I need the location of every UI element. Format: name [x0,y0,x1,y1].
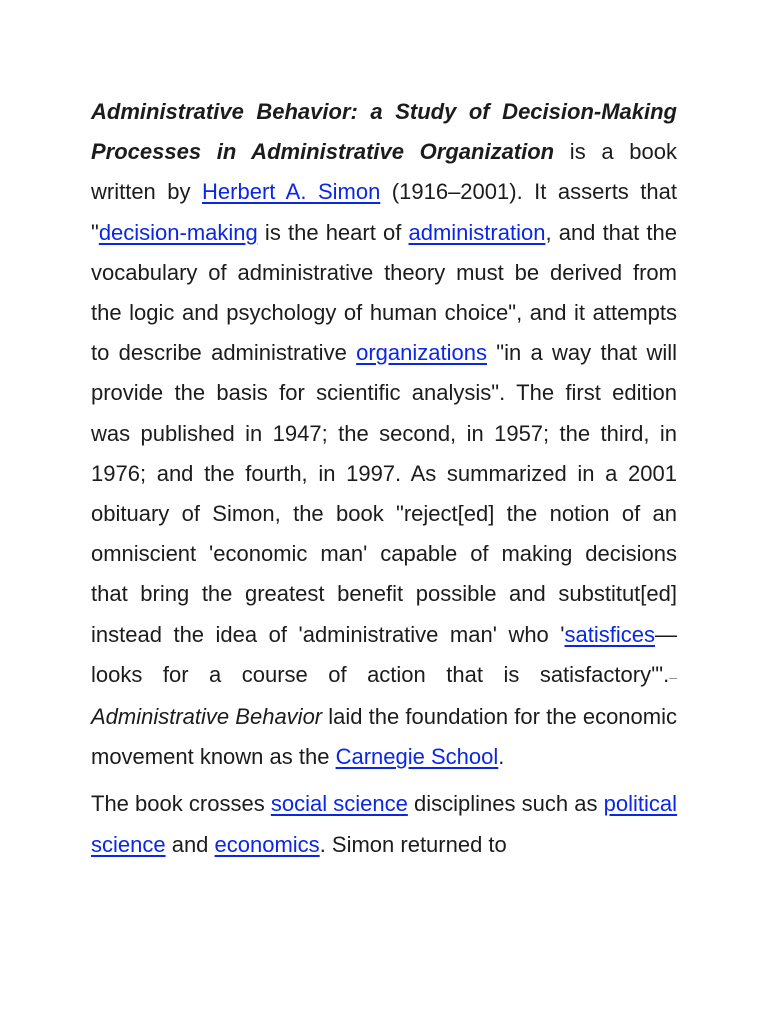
reference-mark[interactable]: – [669,668,677,685]
text-run: (1916–2001). It asserts that " [91,179,677,245]
link-herbert-simon[interactable]: Herbert A. Simon [202,179,381,205]
document-page [91,92,677,865]
text-run: and [165,831,215,857]
link-decision-making[interactable]: decision-making [98,219,258,245]
text-run: is the heart of [257,219,409,245]
paragraph-2 [91,784,677,864]
italic-book-title: Administrative Behavior [91,704,323,730]
link-organizations[interactable]: organizations [356,340,487,366]
link-carnegie-school[interactable]: Carnegie School [335,744,499,770]
text-run: The book crosses [91,791,271,817]
link-satisfices[interactable]: satisfices [564,621,655,647]
text-run: laid the foundation for the economic movement known as the [91,704,677,770]
paragraph-1 [91,92,677,777]
text-run: is a book written by [91,139,677,205]
text-run: . Simon returned to [319,831,507,857]
text-run: disciplines such as [407,791,604,817]
book-title: Administrative Behavior: a Study of Decision-Making Processes in Administrative Organization [91,99,677,165]
text-run: —looks for a course of action that is satisfactory'". [91,621,677,687]
text-run: . [498,744,505,770]
link-social-science[interactable]: social science [270,791,408,817]
link-political-science[interactable]: political science [91,791,678,857]
link-administration[interactable]: administration [408,219,546,245]
text-run: , and that the vocabulary of administrative theory must be derived from the logic and psychology of human choice", and it attempts to describe administrative [91,219,677,366]
text-run: "in a way that will provide the basis for scientific analysis". The first edition was published in 1947; the second, in 1957; the third, in 1976; and the fourth, in 1997. As summarized in a 2001 obituary of Simon, the book "reject[ed] the notion of an omniscient 'economic man' capable of making decisions that bring the greatest benefit possible and substitut[ed] instead the idea of 'administrative man' who ' [91,340,677,647]
link-economics[interactable]: economics [214,831,320,857]
